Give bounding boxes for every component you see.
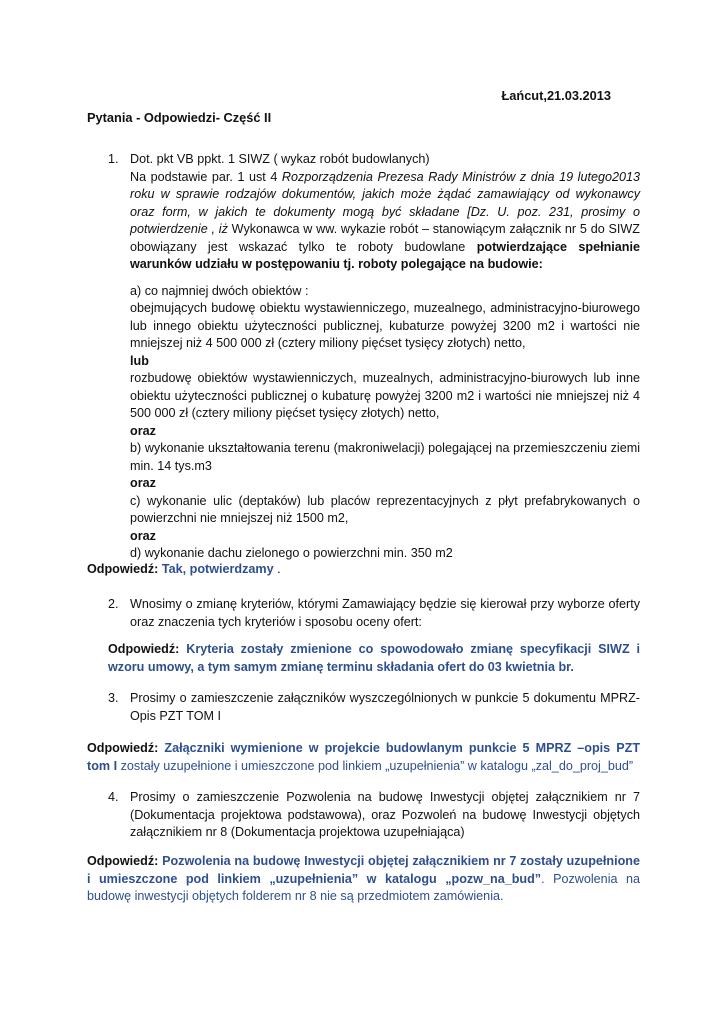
answer-1 — [87, 561, 640, 579]
question-4-number: 4. — [108, 790, 119, 804]
item-a-text-1: obejmujących budowę obiektu wystawienniczego, muzealnego, administracyjno-biurowego lub innego obiektu użyteczności publicznej, kubaturze powyżej 3200 m2 i wartości nie mniejszej niż 4 500 000 zł (cztery miliony pięćset tysięcy złotych) netto, — [130, 301, 640, 350]
connector-oraz-3: oraz — [130, 528, 156, 543]
answer-3-label: Odpowiedź: — [87, 741, 165, 755]
answer-2-text: Kryteria zostały zmienione co spowodowało zmianę specyfikacji SIWZ i wzoru umowy, a tym samym zmianę terminu składania ofert do 03 kwietnia br. — [108, 642, 640, 674]
answer-2 — [108, 641, 640, 676]
question-2 — [108, 596, 640, 631]
question-1-intro: Na podstawie par. 1 ust 4 Rozporządzenia Prezesa Rady Ministrów z dnia 19 lutego2013 roku w sprawie rodzajów dokumentów, jakich może żądać zamawiający od wykonawcy oraz form, w jakich te dokumenty mogą być składane [Dz. U. poz. 231, prosimy o potwierdzenie , iż Wykonawca w ww. wykazie robót – stanowiącym załącznik nr 5 do SIWZ obowiązany jest wskazać tylko te roboty budowlane potwierdzające spełnianie warunków udziału w postępowaniu tj. roboty polegające na budowie: — [130, 169, 641, 271]
question-4-text: Prosimy o zamieszczenie Pozwolenia na budowę Inwestycji objętej załącznikiem nr 7 (Dokumentacja projektowa podstawowa), oraz Pozwoleń na budowę Inwestycji objętych załącznikiem nr 8 (Dokumentacja projektowa uzupełniająca) — [130, 790, 640, 839]
question-2-number: 2. — [108, 597, 119, 611]
answer-1-label: Odpowiedź: — [87, 562, 162, 576]
item-c-text: c) wykonanie ulic (deptaków) lub placów reprezentacyjnych z płyt prefabrykowanych o powierzchni nie mniejszej niż 1500 m2, — [130, 493, 640, 525]
question-3 — [108, 690, 640, 725]
item-a-heading: a) co najmniej dwóch obiektów : — [130, 283, 309, 298]
connector-lub: lub — [130, 353, 149, 368]
answer-4-text-bold: Pozwolenia na budowę Inwestycji objętej załącznikiem nr 7 zostały uzupełnione i umieszczone pod linkiem „uzupełnienia” w katalogu „pozw_na_bud” — [87, 854, 641, 886]
answer-4 — [87, 853, 640, 906]
answer-3 — [87, 740, 640, 775]
answer-3-text: zostały uzupełnione i umieszczone pod linkiem „uzupełnienia” w katalogu „zal_do_proj_bud” — [117, 758, 634, 773]
answer-1-text: Tak, potwierdzamy — [161, 562, 274, 576]
answer-4-text: . Pozwolenia na budowę inwestycji objętych folderem nr 8 nie są przedmiotem zamówienia. — [87, 871, 640, 903]
question-2-text: Wnosimy o zmianę kryteriów, którymi Zamawiający będzie się kierował przy wyborze oferty oraz znaczenia tych kryteriów i sposobu oceny ofert: — [130, 597, 640, 629]
connector-oraz-1: oraz — [130, 423, 156, 438]
question-1-title: Dot. pkt VB ppkt. 1 SIWZ ( wykaz robót budowlanych) — [130, 152, 430, 166]
item-b-text: b) wykonanie ukształtowania terenu (makroniwelacji) polegającej na przemieszczeniu ziemi min. 14 tys.m3 — [130, 441, 640, 473]
question-3-text: Prosimy o zamieszczenie załączników wyszczególnionych w punkcie 5 dokumentu MPRZ-Opis PZT TOM I — [130, 691, 640, 723]
answer-3-text-bold: Załączniki wymienione w projekcie budowlanym punkcie 5 MPRZ –opis PZT tom I — [87, 741, 641, 773]
question-1 — [108, 151, 640, 563]
item-a-text-2: rozbudowę obiektów wystawienniczych, muzealnych, administracyjno-biurowych lub inne obiektu użyteczności publicznej o kubaturę powyżej 3200 m2 i wartości nie mniejszej niż 4 500 000 zł (cztery miliony pięćset tysięcy złotych) netto, — [130, 371, 640, 420]
question-3-number: 3. — [108, 691, 119, 705]
question-1-number: 1. — [108, 152, 119, 166]
item-d-text: d) wykonanie dachu zielonego o powierzchni min. 350 m2 — [130, 546, 453, 560]
answer-2-label: Odpowiedź: — [108, 642, 187, 656]
question-4 — [108, 789, 640, 842]
connector-oraz-2: oraz — [130, 476, 156, 490]
answer-4-label: Odpowiedź: — [87, 854, 163, 868]
answer-1-tail: . — [273, 562, 281, 576]
document-date: Łańcut,21.03.2013 — [501, 88, 611, 103]
document-title: Pytania - Odpowiedzi- Część II — [87, 110, 272, 125]
